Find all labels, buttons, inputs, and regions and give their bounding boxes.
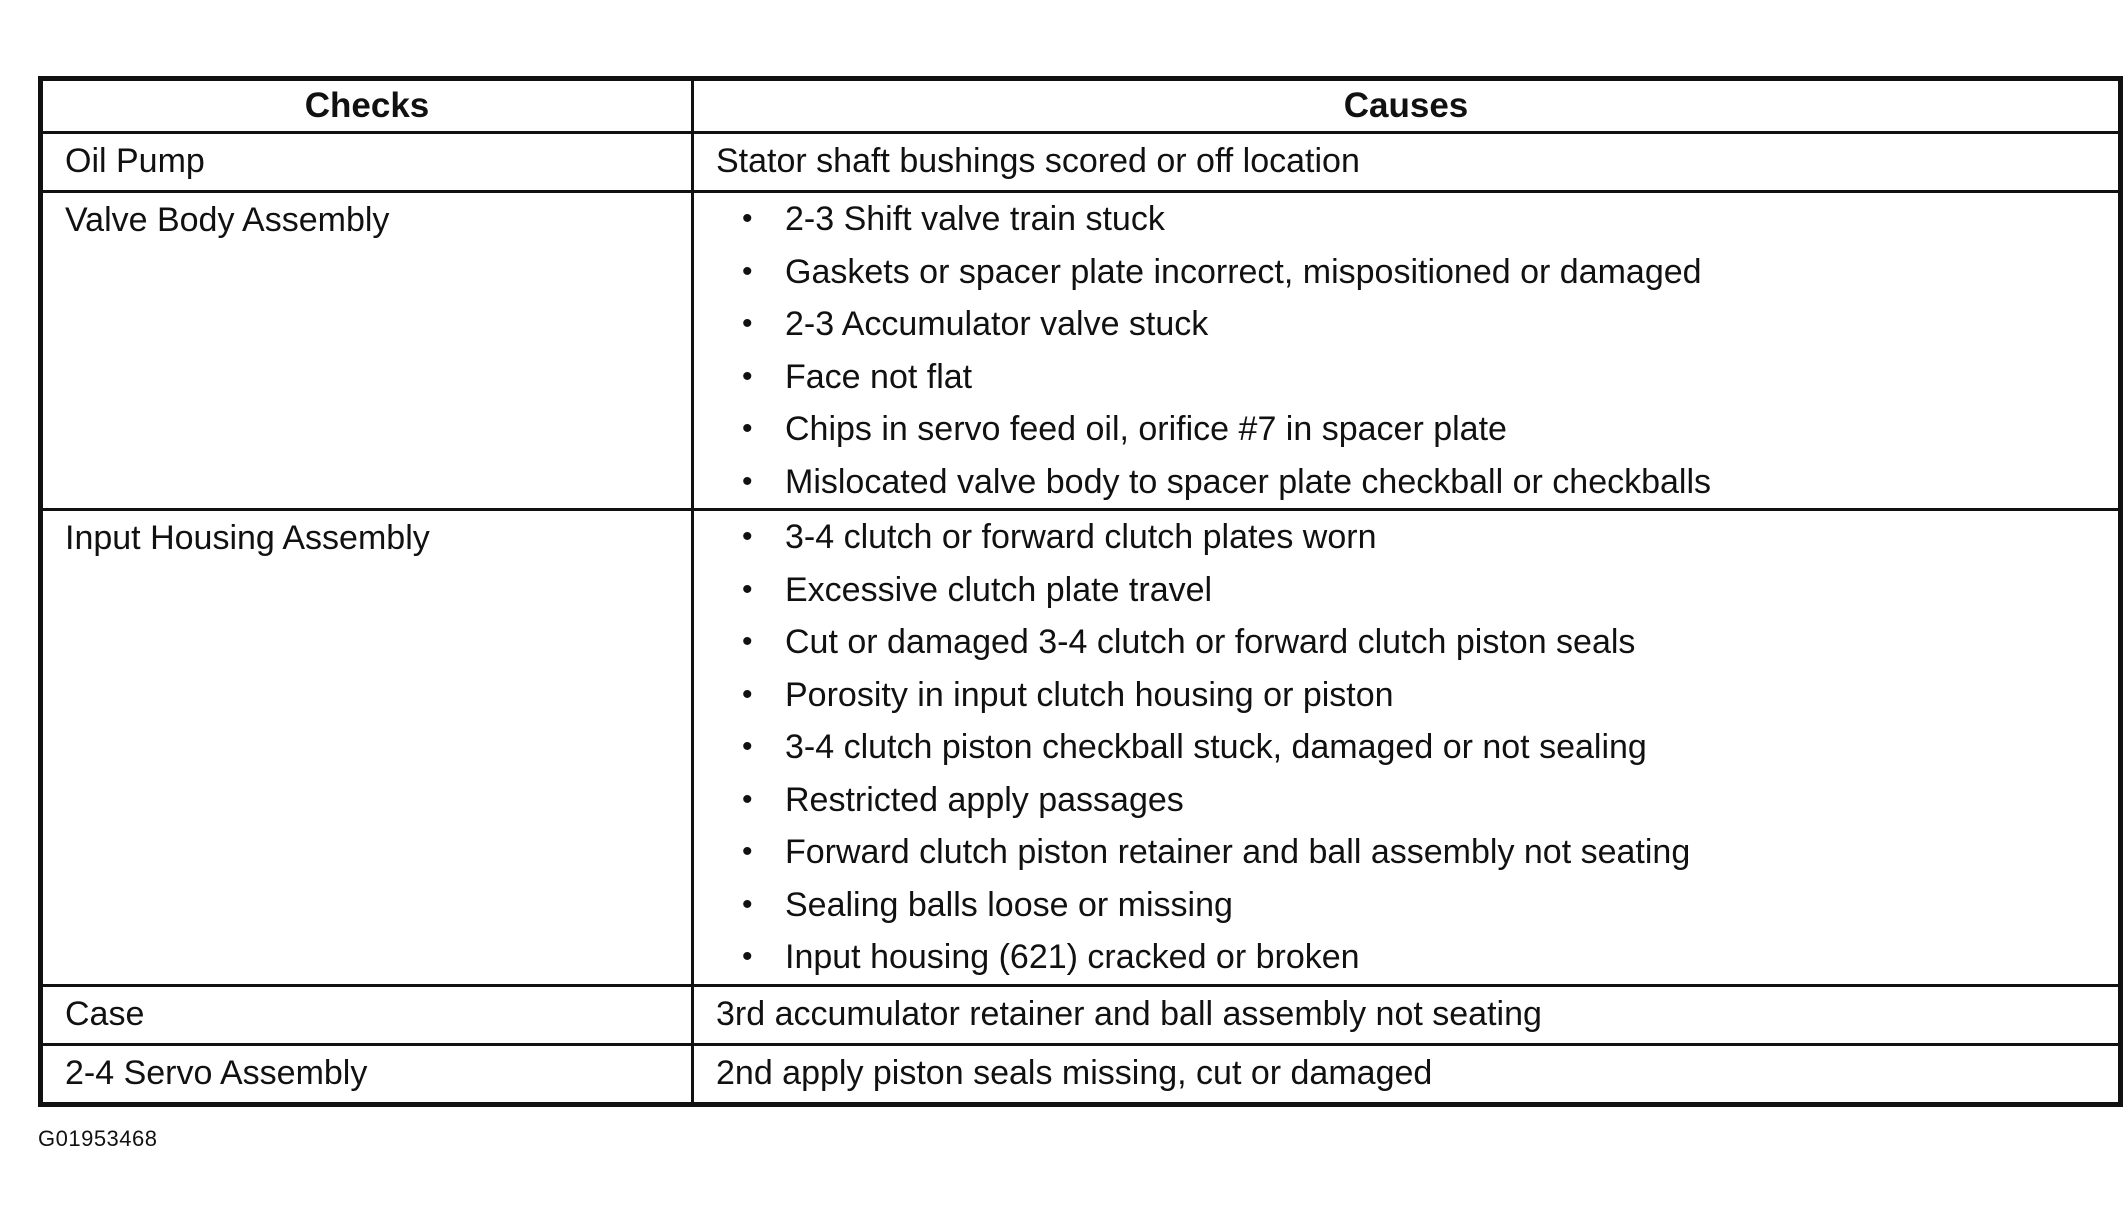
cause-text: 3-4 clutch or forward clutch plates worn xyxy=(785,518,1377,556)
figure-id: G01953468 xyxy=(38,1126,158,1151)
list-item xyxy=(740,669,2096,722)
bullet-icon: • xyxy=(742,730,753,763)
table-row xyxy=(41,192,2121,510)
list-item xyxy=(740,456,2096,509)
table-row xyxy=(41,133,2121,192)
list-item xyxy=(740,564,2096,617)
cause-list xyxy=(716,193,2096,508)
bullet-icon: • xyxy=(742,835,753,868)
header-row xyxy=(41,79,2121,133)
cause-text: Mislocated valve body to spacer plate checkball or checkballs xyxy=(785,462,1712,501)
bullet-icon: • xyxy=(742,782,753,816)
cause-text: Excessive clutch plate travel xyxy=(785,570,1213,609)
list-item xyxy=(740,511,2096,564)
list-item xyxy=(740,193,2096,246)
bullet-icon: • xyxy=(742,572,753,606)
bullet-icon: • xyxy=(742,412,753,445)
table-row xyxy=(41,985,2121,1044)
check-cell: Input Housing Assembly xyxy=(41,510,693,986)
cause-text: 2-3 Shift valve train stuck xyxy=(785,200,1165,238)
bullet-icon: • xyxy=(742,887,753,921)
list-item xyxy=(740,403,2096,456)
cause-list-cell xyxy=(693,192,2121,510)
list-item xyxy=(740,351,2096,404)
cause-text: Restricted apply passages xyxy=(785,780,1184,819)
list-item xyxy=(740,931,2096,984)
cause-text: Face not flat xyxy=(785,357,973,396)
column-header-checks: Checks xyxy=(41,79,693,133)
cause-text: Gaskets or spacer plate incorrect, mispositioned or damaged xyxy=(785,252,1702,291)
bullet-icon: • xyxy=(742,254,753,288)
cause-text: Sealing balls loose or missing xyxy=(785,885,1233,924)
list-item xyxy=(740,826,2096,879)
cause-cell: 3rd accumulator retainer and ball assembly not seating xyxy=(693,985,2121,1044)
list-item xyxy=(740,774,2096,827)
cause-text: Input housing (621) cracked or broken xyxy=(785,938,1360,976)
column-header-causes: Causes xyxy=(693,79,2121,133)
list-item xyxy=(740,616,2096,669)
cause-list xyxy=(716,511,2096,984)
list-item xyxy=(740,246,2096,299)
bullet-icon: • xyxy=(742,940,753,973)
list-item xyxy=(740,879,2096,932)
bullet-icon: • xyxy=(742,520,753,553)
table-row xyxy=(41,1044,2121,1104)
cause-cell: Stator shaft bushings scored or off location xyxy=(693,133,2121,192)
cause-text: Forward clutch piston retainer and ball assembly not seating xyxy=(785,833,1691,871)
bullet-icon: • xyxy=(742,359,753,393)
cause-text: 3-4 clutch piston checkball stuck, damaged or not sealing xyxy=(785,728,1647,766)
check-cell: 2-4 Servo Assembly xyxy=(41,1044,693,1104)
bullet-icon: • xyxy=(742,677,753,711)
table-row xyxy=(41,510,2121,986)
check-cell: Valve Body Assembly xyxy=(41,192,693,510)
check-cell: Oil Pump xyxy=(41,133,693,192)
list-item xyxy=(740,721,2096,774)
cause-list-cell xyxy=(693,510,2121,986)
cause-text: Cut or damaged 3-4 clutch or forward clutch piston seals xyxy=(785,623,1636,661)
cause-text: 2-3 Accumulator valve stuck xyxy=(785,305,1209,343)
cause-text: Chips in servo feed oil, orifice #7 in spacer plate xyxy=(785,410,1507,448)
cause-text: Porosity in input clutch housing or piston xyxy=(785,675,1394,714)
bullet-icon: • xyxy=(742,625,753,658)
cause-cell: 2nd apply piston seals missing, cut or damaged xyxy=(693,1044,2121,1104)
list-item xyxy=(740,298,2096,351)
diagnosis-table xyxy=(38,76,2123,1107)
bullet-icon: • xyxy=(742,464,753,498)
bullet-icon: • xyxy=(742,202,753,235)
check-cell: Case xyxy=(41,985,693,1044)
bullet-icon: • xyxy=(742,307,753,340)
